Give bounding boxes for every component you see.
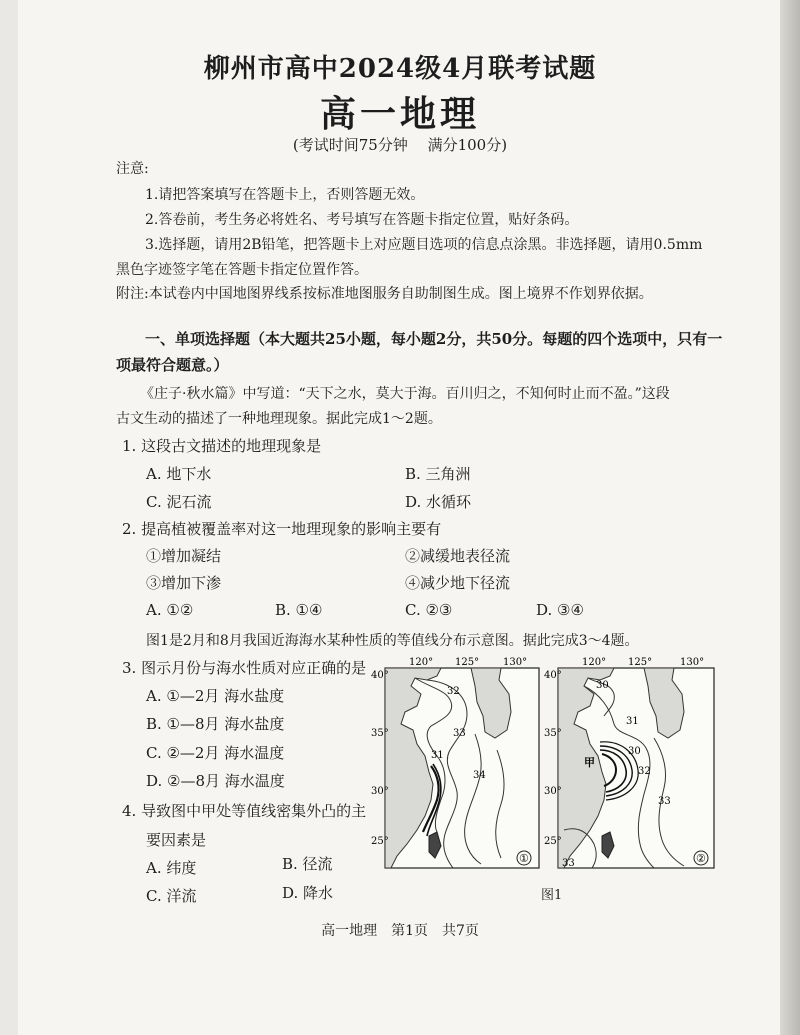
map2-lon-120: 120° — [582, 657, 607, 668]
map2-lat-35: 35° — [544, 728, 562, 739]
map1-lat-30: 30° — [371, 786, 389, 797]
q4-option-a[interactable]: A. 纬度 — [146, 859, 197, 877]
map2-contour-33: 33 — [658, 796, 671, 807]
q3-option-c[interactable]: C. ②—2月 海水温度 — [146, 744, 285, 762]
map1-lat-25: 25° — [371, 836, 389, 847]
map2-contour-30-top: 30 — [596, 680, 609, 691]
q2-option-d[interactable]: D. ③④ — [536, 601, 584, 619]
q1-option-d[interactable]: D. 水循环 — [405, 493, 472, 511]
map2-lat-30: 30° — [544, 786, 562, 797]
q1-option-b[interactable]: B. 三角洲 — [405, 465, 471, 483]
q3-option-d[interactable]: D. ②—8月 海水温度 — [146, 772, 285, 790]
figure-caption: 图1 — [541, 888, 563, 903]
q3-option-a[interactable]: A. ①—2月 海水盐度 — [146, 687, 285, 705]
q2-option-b[interactable]: B. ①④ — [275, 601, 323, 619]
appendix-note: 附注:本试卷内中国地图界线系按标准地图服务自助制图生成。图上境界不作划界依据。 — [116, 286, 653, 302]
map2-lon-125: 125° — [628, 657, 653, 668]
map1-contour-31: 31 — [431, 750, 444, 761]
q4-option-d[interactable]: D. 降水 — [282, 884, 334, 902]
map2-contour-33-bottom: 33 — [562, 858, 575, 869]
map2-contour-31: 31 — [626, 716, 639, 727]
map1-contour-34: 34 — [473, 770, 486, 781]
q1-option-c[interactable]: C. 泥石流 — [146, 493, 212, 511]
map1-contour-32: 32 — [447, 686, 460, 697]
section-heading-cont: 项最符合题意。） — [116, 356, 229, 374]
map2-contour-30: 30 — [628, 746, 641, 757]
notice-label: 注意: — [116, 161, 149, 177]
question-2-stem: 2. 提高植被覆盖率对这一地理现象的影响主要有 — [122, 520, 442, 538]
map1-contour-33: 33 — [453, 728, 466, 739]
q2-item-2: ②减缓地表径流 — [405, 547, 511, 565]
map2-contour-32: 32 — [638, 766, 651, 777]
passage-1-cont: 古文生动的描述了一种地理现象。据此完成1～2题。 — [116, 411, 442, 427]
sea-contour-map-2 — [544, 654, 720, 874]
page-footer: 高一地理 第1页 共7页 — [321, 923, 479, 939]
map1-lon-120: 120° — [409, 657, 434, 668]
q4-option-c[interactable]: C. 洋流 — [146, 887, 197, 905]
map2-panel-number: ② — [696, 852, 706, 865]
q2-option-c[interactable]: C. ②③ — [405, 601, 453, 619]
notice-item-1: 1.请把答案填写在答题卡上，否则答题无效。 — [145, 187, 425, 203]
question-1-stem: 1. 这段古文描述的地理现象是 — [122, 437, 322, 455]
question-3-stem: 3. 图示月份与海水性质对应正确的是 — [122, 659, 367, 677]
sea-contour-map-1 — [371, 654, 543, 874]
map2-marker-jia: 甲 — [584, 756, 595, 769]
page-edge — [780, 0, 800, 1035]
notice-item-2: 2.答卷前，考生务必将姓名、考号填写在答题卡指定位置，贴好条码。 — [145, 212, 579, 228]
question-4-stem-cont: 要因素是 — [146, 831, 207, 849]
question-4-stem: 4. 导致图中甲处等值线密集外凸的主 — [122, 802, 367, 820]
section-heading: 一、单项选择题（本大题共25小题，每小题2分，共50分。每题的四个选项中，只有一 — [145, 330, 723, 348]
exam-info: (考试时间75分钟 满分100分) — [292, 136, 508, 154]
exam-title: 柳州市高中2024级4月联考试题 — [203, 54, 597, 84]
q2-option-a[interactable]: A. ①② — [146, 601, 194, 619]
q2-item-3: ③增加下渗 — [146, 574, 222, 592]
q2-item-4: ④减少地下径流 — [405, 574, 511, 592]
map2-lon-130: 130° — [680, 657, 705, 668]
notice-item-3: 3.选择题，请用2B铅笔，把答题卡上对应题目选项的信息点涂黑。非选择题，请用0.5mm — [145, 237, 703, 253]
map1-lat-35: 35° — [371, 728, 389, 739]
map1-lat-40: 40° — [371, 670, 389, 681]
q3-option-b[interactable]: B. ①—8月 海水盐度 — [146, 715, 285, 733]
map1-lon-125: 125° — [455, 657, 480, 668]
q2-item-1: ①增加凝结 — [146, 547, 222, 565]
passage-2: 图1是2月和8月我国近海海水某种性质的等值线分布示意图。据此完成3～4题。 — [146, 633, 639, 649]
passage-1: 《庄子·秋水篇》中写道：“天下之水，莫大于海。百川归之，不知何时止而不盈。”这段 — [140, 386, 670, 402]
q1-option-a[interactable]: A. 地下水 — [146, 465, 212, 483]
q4-option-b[interactable]: B. 径流 — [282, 855, 333, 873]
map1-lon-130: 130° — [503, 657, 528, 668]
map1-panel-number: ① — [519, 852, 529, 865]
map2-lat-25: 25° — [544, 836, 562, 847]
map2-lat-40: 40° — [544, 670, 562, 681]
notice-item-3-cont: 黑色字迹签字笔在答题卡指定位置作答。 — [116, 262, 368, 278]
subject-title: 高一地理 — [319, 93, 480, 135]
